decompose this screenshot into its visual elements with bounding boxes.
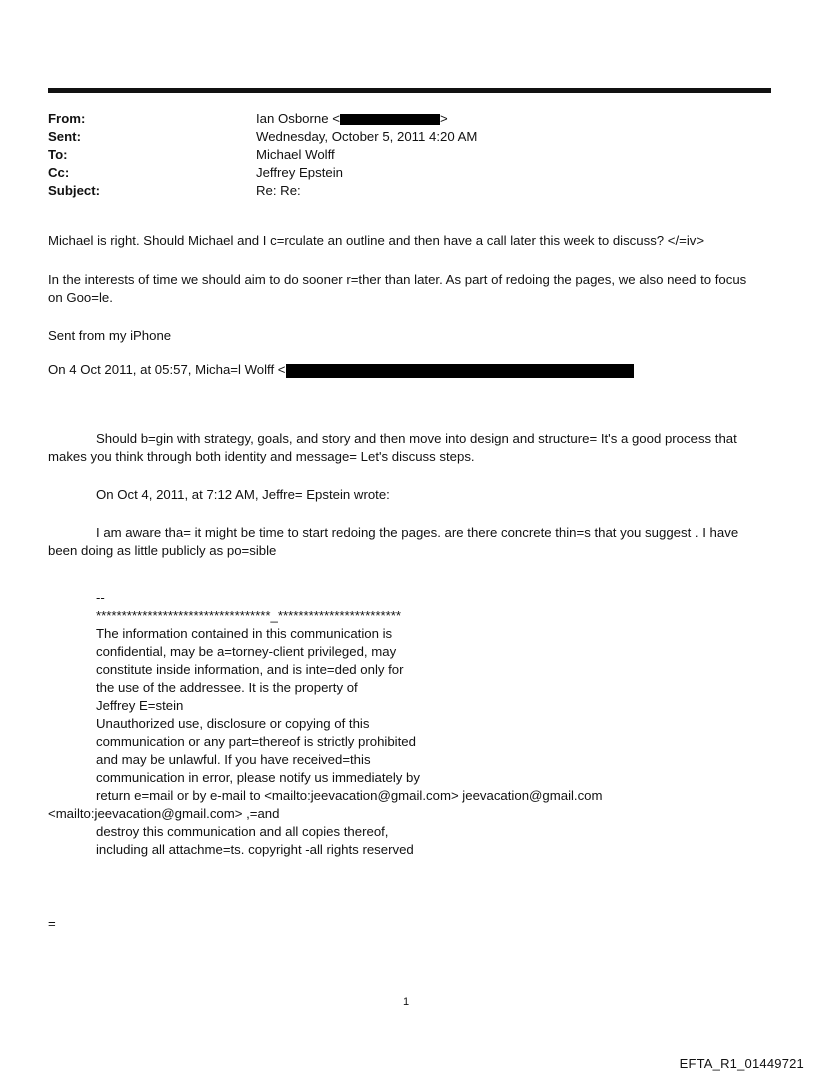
body-paragraph: In the interests of time we should aim to do sooner r=ther than later. As part of redoing the pages, we also need to focus on Goo=le.: [48, 272, 747, 305]
subject-value: Re: Re:: [256, 183, 301, 198]
page-number: 1: [403, 996, 410, 1008]
subject-label: Subject:: [48, 183, 101, 198]
body-paragraph: I am aware tha= it might be time to start redoing the pages. are there concrete thin=s that you suggest . I have been doing as little publicly as po=sible: [48, 525, 739, 558]
sent-value: Wednesday, October 5, 2011 4:20 AM: [256, 129, 478, 144]
to-value: Michael Wolff: [256, 147, 335, 162]
to-label: To:: [48, 147, 68, 162]
bates-number: EFTA_R1_01449721: [679, 1056, 804, 1071]
body-paragraph: Michael is right. Should Michael and I c=rculate an outline and then have a call later this week to discuss? </=iv>: [48, 233, 705, 248]
redaction: [340, 114, 440, 125]
cc-value: Jeffrey Epstein: [256, 165, 343, 180]
trailing-char: =: [48, 916, 56, 931]
redaction: [286, 364, 634, 378]
quote-attribution: On Oct 4, 2011, at 7:12 AM, Jeffre= Epstein wrote:: [96, 487, 390, 502]
email-header: [48, 110, 477, 200]
header-rule: [48, 88, 771, 93]
from-row: [48, 110, 477, 128]
signature-line: Sent from my iPhone: [48, 328, 172, 343]
cc-label: Cc:: [48, 165, 70, 180]
disclaimer: -- **********************************_************************ The information contained in this communication is confidential, may be a=torney-client privileged, may constitute inside information, and is inte=ded only for the use of the addressee. It is the property of Jeffrey E=stein Unauthorized use, disclosure or copying of this communication or any part=thereof is strictly prohibited and may be unlawful. If you have received=this communication in error, please notify us immediately by return e=mail or by e-mail to <mailto:jeevacation@gmail.com> jeevacation@gmail.com <mailto:jeevacation@gmail.com> ,=and destroy this communication and all copies thereof, including all attachme=ts. copyright -all rights reserved: [48, 590, 603, 857]
sent-label: Sent:: [48, 129, 81, 144]
quote-attribution: On 4 Oct 2011, at 05:57, Micha=l Wolff <: [48, 361, 778, 379]
body-paragraph: Should b=gin with strategy, goals, and story and then move into design and structure= It's a good process that makes you think through both identity and message= Let's discuss steps.: [48, 431, 737, 464]
from-value: Ian Osborne < >: [256, 111, 448, 126]
from-label: From:: [48, 111, 86, 126]
